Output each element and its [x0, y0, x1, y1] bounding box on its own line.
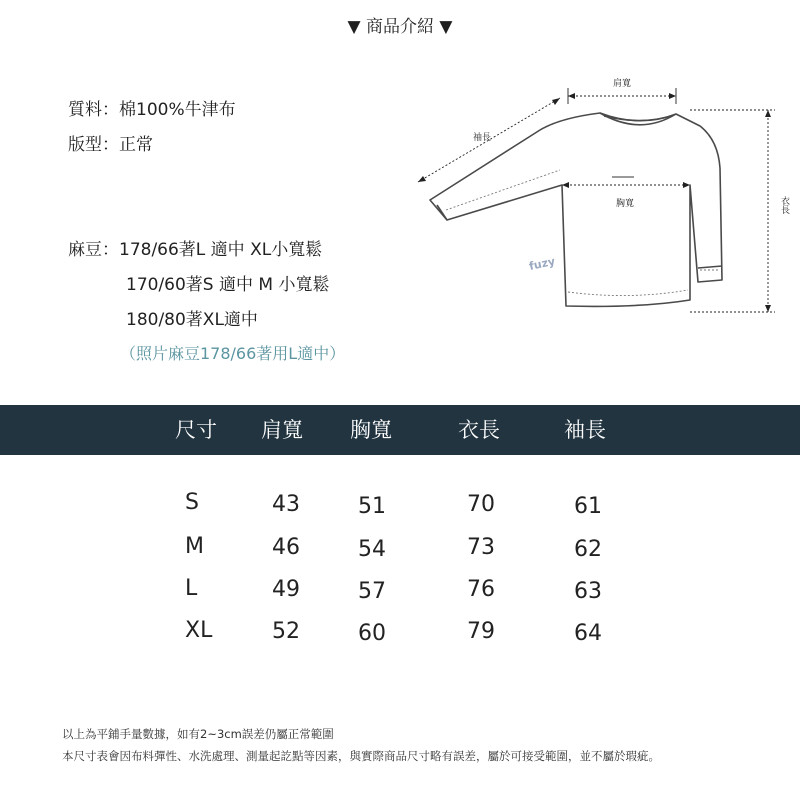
size-cell: L [185, 576, 198, 601]
shoulder-cell: 43 [272, 492, 300, 517]
sleeve-label: 袖長 [472, 133, 492, 143]
length-cell: 73 [467, 535, 495, 560]
fit-spec: 版型：正常 [68, 135, 153, 155]
sleeve-cell: 62 [574, 537, 602, 562]
size-cell: S [185, 490, 199, 515]
garment-diagram [400, 60, 800, 330]
chest-cell: 60 [358, 621, 386, 646]
photo-note: （照片麻豆178/66著用L適中） [120, 344, 346, 363]
chest-tag-icon [612, 176, 634, 178]
shoulder-cell: 52 [272, 619, 300, 644]
size-cell: XL [185, 618, 213, 643]
shoulder-label: 肩寬 [612, 79, 632, 89]
header-shoulder: 肩寬 [261, 418, 303, 442]
header-length: 衣長 [458, 418, 500, 442]
shoulder-cell: 46 [272, 535, 300, 560]
length-cell: 70 [467, 492, 495, 517]
length-label: 衣長 [779, 196, 789, 214]
chest-cell: 54 [358, 537, 386, 562]
chest-label: 胸寬 [615, 199, 635, 209]
section-heading: ▼ 商品介紹 ▼ [347, 17, 453, 37]
chest-cell: 57 [358, 579, 386, 604]
sleeve-cell: 61 [574, 494, 602, 519]
size-cell: M [185, 534, 204, 559]
table-header-band [0, 405, 800, 455]
chest-cell: 51 [358, 494, 386, 519]
length-cell: 79 [467, 619, 495, 644]
footnote-measure: 以上為平鋪手量數據，如有2~3cm誤差仍屬正常範圍 [62, 727, 334, 741]
shoulder-cell: 49 [272, 577, 300, 602]
header-size: 尺寸 [175, 418, 217, 442]
length-cell: 76 [467, 577, 495, 602]
sleeve-cell: 63 [574, 579, 602, 604]
sleeve-cell: 64 [574, 621, 602, 646]
model-spec-line-1: 麻豆：178/66著L 適中 XL小寬鬆 [68, 240, 323, 260]
header-sleeve: 袖長 [564, 418, 606, 442]
material-spec: 質料：棉100%牛津布 [68, 100, 236, 120]
brand-logo: fuzy [527, 254, 557, 273]
header-chest: 胸寬 [350, 418, 392, 442]
model-spec-line-3: 180/80著XL適中 [126, 310, 258, 330]
model-spec-line-2: 170/60著S 適中 M 小寬鬆 [126, 275, 330, 295]
footnote-disclaimer: 本尺寸表會因布料彈性、水洗處理、測量起訖點等因素，與實際商品尺寸略有誤差，屬於可接受範圍，並不屬於瑕疵。 [62, 749, 660, 763]
